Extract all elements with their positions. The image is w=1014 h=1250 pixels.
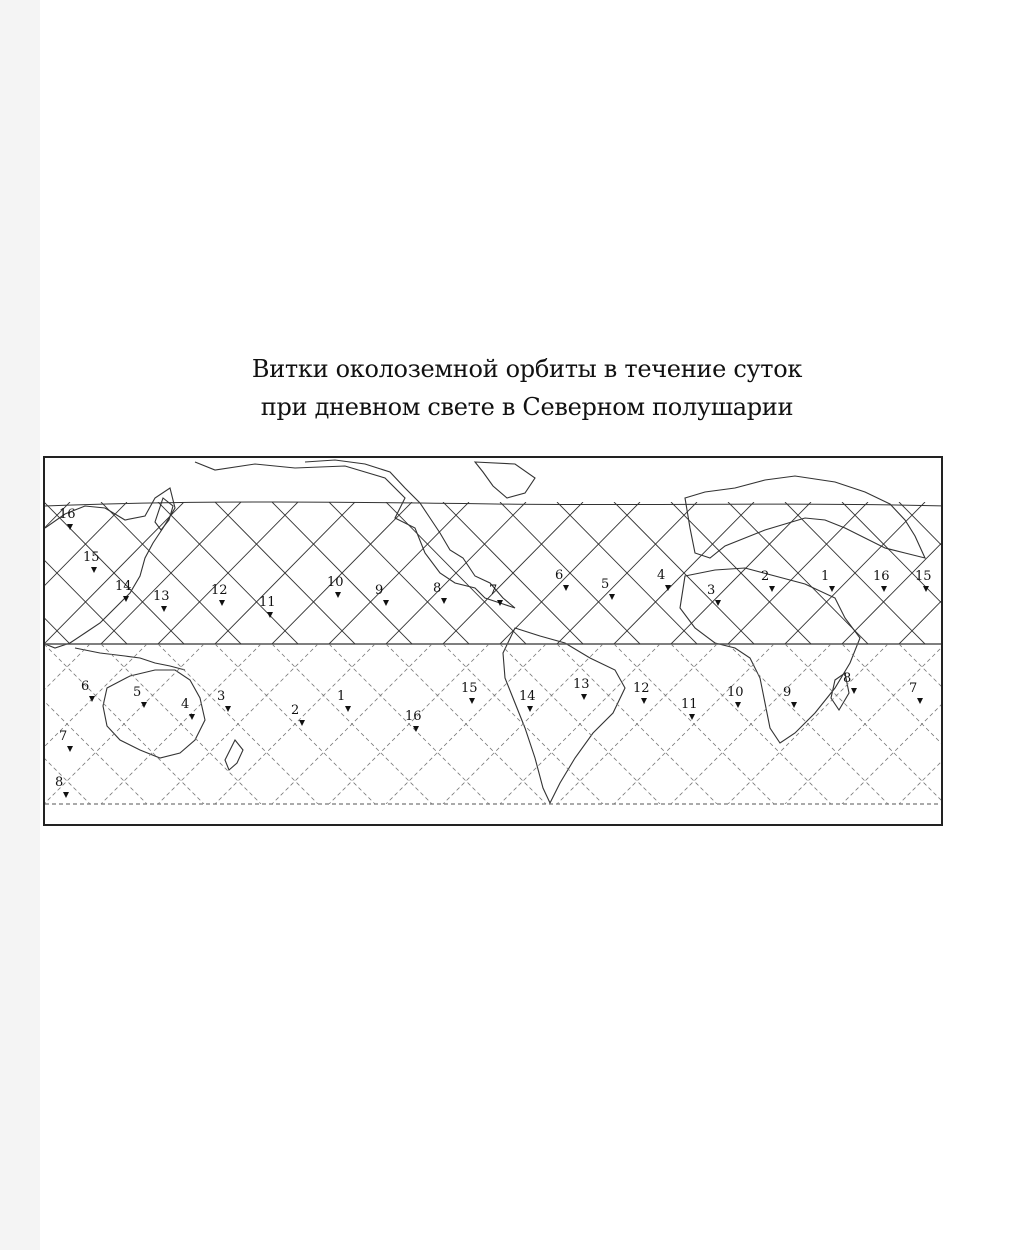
orbit-label-north: 8 — [433, 581, 442, 596]
orbit-label-south: 8 — [55, 775, 64, 790]
orbit-label-south: 2 — [291, 703, 300, 718]
orbit-direction-arrow-icon — [851, 688, 857, 694]
orbit-label-north: 10 — [327, 575, 344, 590]
orbit-label-north: 4 — [657, 568, 666, 583]
greenland-outline — [475, 462, 535, 498]
orbit-label-north: 12 — [211, 583, 228, 598]
orbit-label-south: 3 — [217, 689, 226, 704]
orbit-label-north: 15 — [915, 569, 932, 584]
orbit-label-south: 7 — [909, 681, 918, 696]
orbit-direction-arrow-icon — [383, 600, 389, 606]
orbit-direction-arrow-icon — [219, 600, 225, 606]
indonesia-outline — [75, 648, 185, 670]
orbit-label-north: 14 — [115, 579, 132, 594]
orbit-direction-arrow-icon — [563, 585, 569, 591]
orbit-direction-arrow-icon — [67, 524, 73, 530]
north-boundary-curve — [45, 502, 943, 506]
orbit-direction-arrow-icon — [769, 586, 775, 592]
page — [40, 0, 1014, 1250]
orbit-direction-arrow-icon — [469, 698, 475, 704]
south-america-outline — [503, 628, 625, 803]
figure-title-line-2: при дневном свете в Северном полушарии — [260, 393, 794, 421]
orbit-direction-arrow-icon — [641, 698, 647, 704]
orbit-direction-arrow-icon — [441, 598, 447, 604]
orbit-label-south: 8 — [843, 671, 852, 686]
orbit-label-north: 7 — [489, 583, 498, 598]
orbit-track-south — [842, 644, 943, 804]
europe-outline — [685, 476, 925, 558]
new-zealand-outline — [225, 740, 243, 770]
orbit-label-south: 13 — [573, 677, 590, 692]
orbit-direction-arrow-icon — [189, 714, 195, 720]
orbit-track-south — [842, 644, 943, 804]
orbit-label-north: 15 — [83, 550, 100, 565]
orbit-label-south: 6 — [81, 679, 90, 694]
orbit-direction-arrow-icon — [881, 586, 887, 592]
orbit-direction-arrow-icon — [141, 702, 147, 708]
orbit-direction-arrow-icon — [345, 706, 351, 712]
orbit-grid-north — [45, 502, 943, 644]
orbit-map — [43, 456, 943, 826]
orbit-label-north: 11 — [259, 595, 276, 610]
orbit-label-north: 1 — [821, 569, 830, 584]
orbit-direction-arrow-icon — [917, 698, 923, 704]
orbit-label-south: 7 — [59, 729, 68, 744]
orbit-label-south: 15 — [461, 681, 478, 696]
orbit-label-south: 1 — [337, 689, 346, 704]
orbit-direction-arrow-icon — [609, 594, 615, 600]
orbit-label-south: 4 — [181, 697, 190, 712]
continent-outlines — [45, 460, 925, 803]
orbit-map-svg — [45, 458, 943, 826]
orbit-direction-arrow-icon — [67, 746, 73, 752]
orbit-direction-arrow-icon — [335, 592, 341, 598]
orbit-label-north: 16 — [59, 507, 76, 522]
figure-title-line-1: Витки околоземной орбиты в течение суток — [251, 355, 803, 383]
orbit-label-south: 16 — [405, 709, 422, 724]
orbit-direction-arrow-icon — [665, 585, 671, 591]
orbit-label-south: 12 — [633, 681, 650, 696]
orbit-label-south: 14 — [519, 689, 536, 704]
orbit-label-north: 9 — [375, 583, 384, 598]
orbit-track-north — [45, 502, 127, 644]
orbit-label-south: 5 — [133, 685, 142, 700]
orbit-label-north: 13 — [153, 589, 170, 604]
orbit-label-south: 9 — [783, 685, 792, 700]
orbit-label-north: 2 — [761, 569, 770, 584]
orbit-direction-arrow-icon — [829, 586, 835, 592]
orbit-label-north: 5 — [601, 577, 610, 592]
orbit-label-south: 10 — [727, 685, 744, 700]
orbit-direction-arrow-icon — [497, 600, 503, 606]
orbit-labels — [55, 507, 932, 798]
orbit-label-north: 6 — [555, 568, 564, 583]
orbit-direction-arrow-icon — [791, 702, 797, 708]
orbit-direction-arrow-icon — [161, 606, 167, 612]
orbit-direction-arrow-icon — [225, 706, 231, 712]
orbit-direction-arrow-icon — [299, 720, 305, 726]
orbit-direction-arrow-icon — [527, 706, 533, 712]
orbit-direction-arrow-icon — [91, 567, 97, 573]
orbit-direction-arrow-icon — [689, 714, 695, 720]
orbit-grid-south — [45, 644, 943, 804]
orbit-label-north: 16 — [873, 569, 890, 584]
orbit-direction-arrow-icon — [735, 702, 741, 708]
orbit-direction-arrow-icon — [581, 694, 587, 700]
orbit-label-north: 3 — [707, 583, 716, 598]
orbit-label-south: 11 — [681, 697, 698, 712]
orbit-direction-arrow-icon — [63, 792, 69, 798]
